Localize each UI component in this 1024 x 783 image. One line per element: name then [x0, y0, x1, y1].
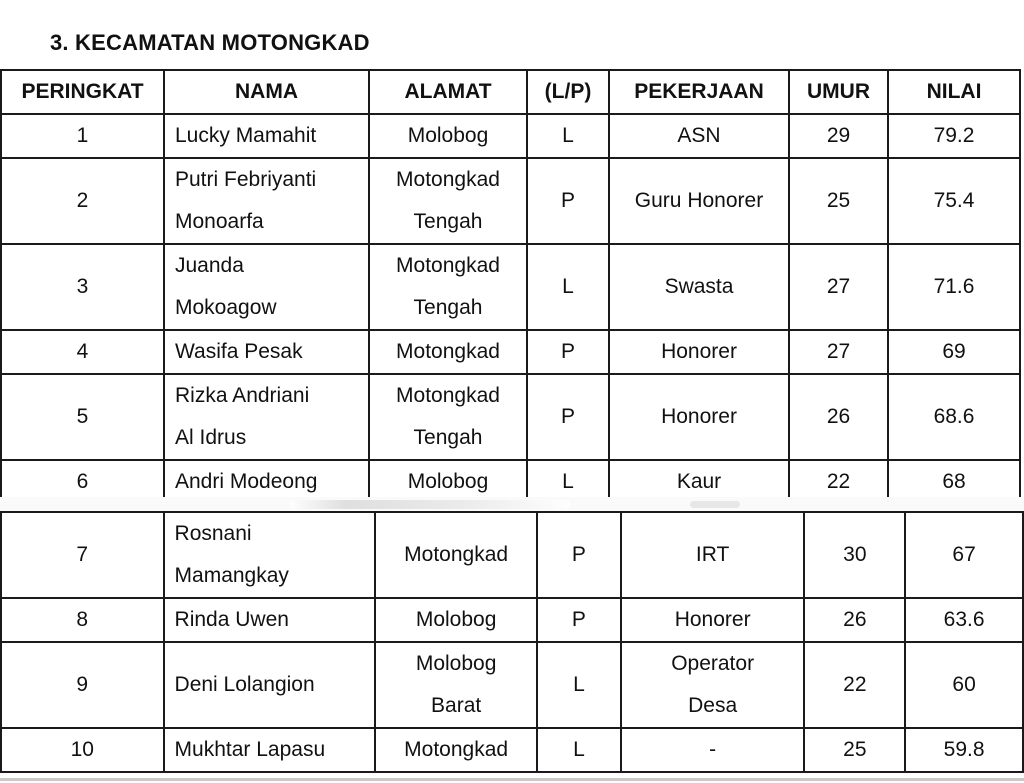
name-cell: [164, 244, 369, 330]
col-header-peringkat: PERINGKAT: [1, 70, 164, 114]
rank-cell: 7: [1, 512, 164, 598]
job-line: Desa: [688, 694, 738, 717]
score-cell: 79.2: [888, 114, 1020, 158]
gender-cell: L: [527, 460, 609, 504]
address-cell: Molobog: [375, 598, 537, 642]
age-cell: 26: [804, 598, 905, 642]
name-line: Putri Febriyanti: [175, 168, 317, 191]
name-cell: [164, 158, 369, 244]
score-cell: 59.8: [905, 728, 1023, 772]
address-cell: Molobog: [369, 114, 527, 158]
table-row: [1, 598, 1023, 642]
name-cell: [164, 374, 369, 460]
age-cell: 25: [804, 728, 905, 772]
rank-cell: 3: [1, 244, 164, 330]
rank-cell: 9: [1, 642, 164, 728]
address-cell: Molobog: [369, 460, 527, 504]
ranking-table-part-2: [0, 511, 1024, 773]
table-row: [1, 330, 1020, 374]
name-cell: Lucky Mamahit: [164, 114, 369, 158]
age-cell: 25: [789, 158, 888, 244]
gender-cell: L: [527, 114, 609, 158]
age-cell: 26: [789, 374, 888, 460]
rank-cell: 10: [1, 728, 164, 772]
name-line: Al Idrus: [175, 426, 247, 449]
job-cell: Guru Honorer: [609, 158, 789, 244]
age-cell: 27: [789, 330, 888, 374]
score-cell: 68: [888, 460, 1020, 504]
col-header-pekerjaan: PEKERJAAN: [609, 70, 789, 114]
rank-cell: 5: [1, 374, 164, 460]
table-row: [1, 244, 1020, 330]
col-header-alamat: ALAMAT: [369, 70, 527, 114]
address-cell: [375, 642, 537, 728]
name-line: Juanda: [175, 254, 244, 277]
job-cell: Kaur: [609, 460, 789, 504]
score-cell: 60: [905, 642, 1023, 728]
name-cell: [164, 512, 376, 598]
name-cell: Mukhtar Lapasu: [164, 728, 376, 772]
table-row: [1, 642, 1023, 728]
gender-cell: P: [527, 158, 609, 244]
blurred-text-smudge: [290, 500, 570, 509]
age-cell: 29: [789, 114, 888, 158]
age-cell: 27: [789, 244, 888, 330]
bottom-edge-line: [0, 778, 1024, 781]
table-row: [1, 114, 1020, 158]
rank-cell: 1: [1, 114, 164, 158]
job-cell: ASN: [609, 114, 789, 158]
address-line: Motongkad: [396, 384, 500, 407]
gender-cell: L: [527, 244, 609, 330]
address-cell: Motongkad: [369, 330, 527, 374]
gender-cell: P: [527, 330, 609, 374]
table-row: [1, 374, 1020, 460]
table-row: [1, 512, 1023, 598]
name-cell: Rinda Uwen: [164, 598, 376, 642]
address-line: Tengah: [413, 296, 483, 319]
name-cell: Andri Modeong: [164, 460, 369, 504]
rank-cell: 8: [1, 598, 164, 642]
ranking-table-part-1: [0, 69, 1021, 505]
name-line: Mamangkay: [174, 564, 289, 587]
score-cell: 69: [888, 330, 1020, 374]
score-cell: 75.4: [888, 158, 1020, 244]
address-cell: Motongkad: [375, 512, 537, 598]
name-line: Mokoagow: [175, 296, 277, 319]
table-row: [1, 158, 1020, 244]
score-cell: 68.6: [888, 374, 1020, 460]
address-line: Tengah: [413, 210, 483, 233]
gender-cell: L: [537, 728, 621, 772]
address-cell: [369, 244, 527, 330]
age-cell: 22: [789, 460, 888, 504]
rank-cell: 2: [1, 158, 164, 244]
address-line: Motongkad: [396, 168, 500, 191]
table-row: [1, 728, 1023, 772]
job-cell: Honorer: [609, 374, 789, 460]
address-cell: [369, 374, 527, 460]
address-line: Tengah: [413, 426, 483, 449]
col-header-gender: (L/P): [527, 70, 609, 114]
header-row: [1, 70, 1020, 114]
section-heading: 3. KECAMATAN MOTONGKAD: [50, 30, 370, 55]
gender-cell: P: [537, 598, 621, 642]
address-line: Molobog: [415, 652, 497, 675]
gender-cell: P: [527, 374, 609, 460]
job-cell: [621, 642, 805, 728]
age-cell: 30: [804, 512, 905, 598]
address-cell: [369, 158, 527, 244]
score-cell: 67: [905, 512, 1023, 598]
gender-cell: P: [537, 512, 621, 598]
job-line: Operator: [671, 652, 755, 675]
job-cell: Honorer: [621, 598, 805, 642]
name-line: Monoarfa: [175, 210, 264, 233]
address-line: Barat: [431, 694, 482, 717]
job-cell: IRT: [621, 512, 805, 598]
job-cell: -: [621, 728, 805, 772]
name-cell: Deni Lolangion: [164, 642, 376, 728]
score-cell: 71.6: [888, 244, 1020, 330]
name-line: Rosnani: [174, 522, 252, 545]
gender-cell: L: [537, 642, 621, 728]
job-cell: Honorer: [609, 330, 789, 374]
col-header-umur: UMUR: [789, 70, 888, 114]
rank-cell: 6: [1, 460, 164, 504]
job-cell: Swasta: [609, 244, 789, 330]
col-header-nilai: NILAI: [888, 70, 1020, 114]
blurred-text-smudge: [690, 501, 740, 508]
name-cell: Wasifa Pesak: [164, 330, 369, 374]
age-cell: 22: [804, 642, 905, 728]
name-line: Rizka Andriani: [175, 384, 310, 407]
col-header-nama: NAMA: [164, 70, 369, 114]
rank-cell: 4: [1, 330, 164, 374]
address-cell: Motongkad: [375, 728, 537, 772]
score-cell: 63.6: [905, 598, 1023, 642]
address-line: Motongkad: [396, 254, 500, 277]
